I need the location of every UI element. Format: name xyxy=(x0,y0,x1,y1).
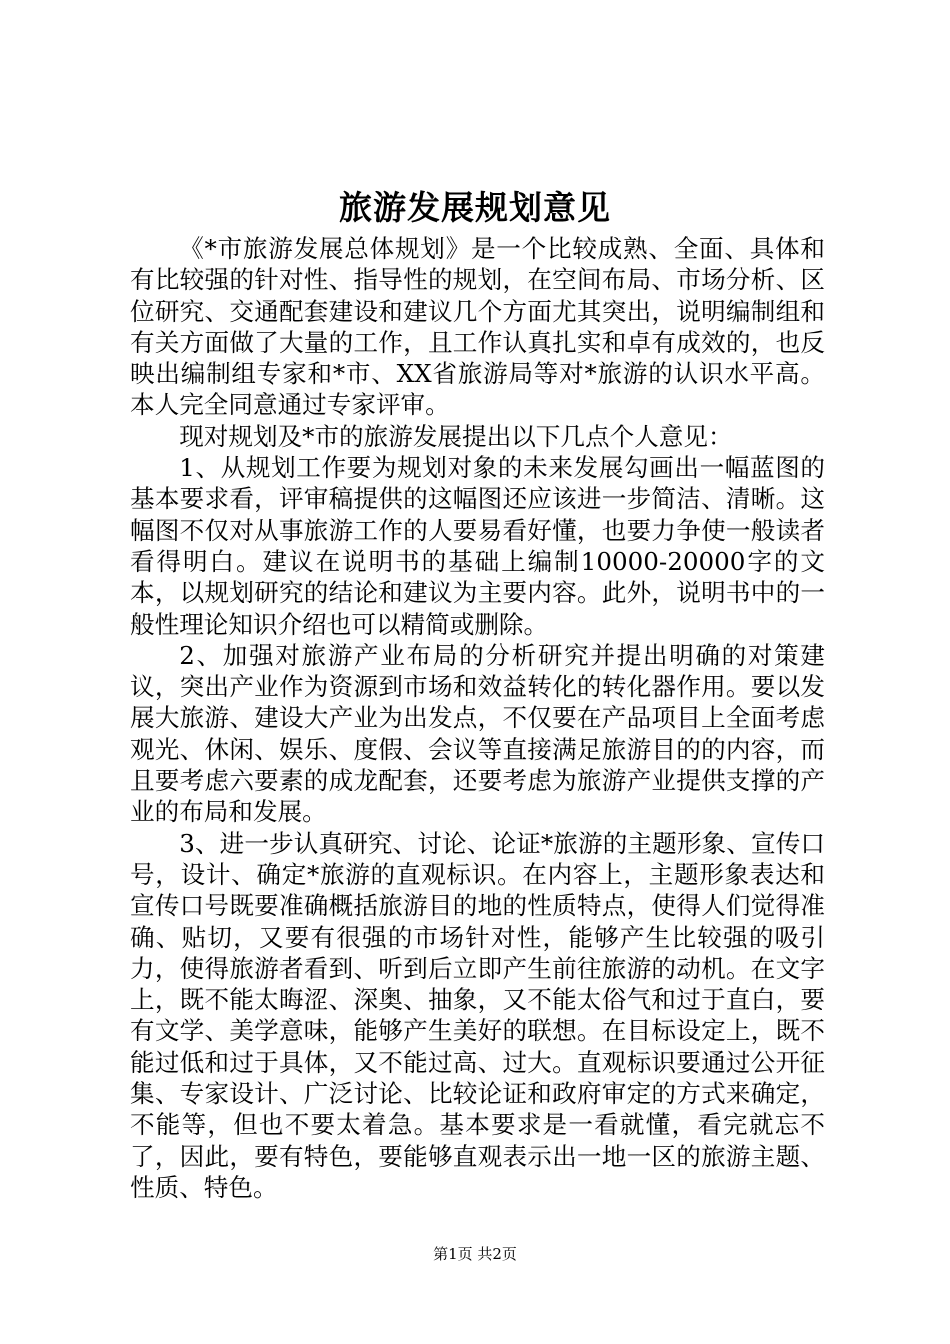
paragraph-point-3: 3、进一步认真研究、讨论、论证*旅游的主题形象、宣传口号，设计、确定*旅游的直观标识。在内容上，主题形象表达和宣传口号既要准确概括旅游目的地的性质特点，使得人们觉得准确、贴切，又要有很强的市场针对性，能够产生比较强的吸引力，使得旅游者看到、听到后立即产生前往旅游的动机。在文字上，既不能太晦涩、深奥、抽象，又不能太俗气和过于直白，要有文学、美学意味，能够产生美好的联想。在目标设定上，既不能过低和过于具体，又不能过高、过大。直观标识要通过公开征集、专家设计、广泛讨论、比较论证和政府审定的方式来确定，不能等，但也不要太着急。基本要求是一看就懂，看完就忘不了，因此，要有特色，要能够直观表示出一地一区的旅游主题、性质、特色。 xyxy=(130,828,825,1202)
document-body xyxy=(130,233,825,1203)
document-title: 旅游发展规划意见 xyxy=(339,188,611,227)
paragraph-point-2: 2、加强对旅游产业布局的分析研究并提出明确的对策建议，突出产业作为资源到市场和效益转化的转化器作用。要以发展大旅游、建设大产业为出发点，不仅要在产品项目上全面考虑观光、休闲、娱乐、度假、会议等直接满足旅游目的的内容，而且要考虑六要素的成龙配套，还要考虑为旅游产业提供支撑的产业的布局和发展。 xyxy=(130,640,825,827)
paragraph-lead-in: 现对规划及*市的旅游发展提出以下几点个人意见： xyxy=(179,421,733,451)
paragraph-point-1: 1、从规划工作要为规划对象的未来发展勾画出一幅蓝图的基本要求看，评审稿提供的这幅图还应该进一步简洁、清晰。这幅图不仅对从事旅游工作的人要易看好懂，也要力争使一般读者看得明白。建议在说明书的基础上编制10000-20000字的文本，以规划研究的结论和建议为主要内容。此外，说明书中的一般性理论知识介绍也可以精简或删除。 xyxy=(130,453,825,639)
paragraph-intro: 《*市旅游发展总体规划》是一个比较成熟、全面、具体和有比较强的针对性、指导性的规划，在空间布局、市场分析、区位研究、交通配套建设和建议几个方面尤其突出，说明编制组和有关方面做了大量的工作，且工作认真扎实和卓有成效的，也反映出编制组专家和*市、XX省旅游局等对*旅游的认识水平高。本人完全同意通过专家评审。 xyxy=(130,234,825,420)
page-number-footer: 第1页 共2页 xyxy=(433,1245,517,1263)
